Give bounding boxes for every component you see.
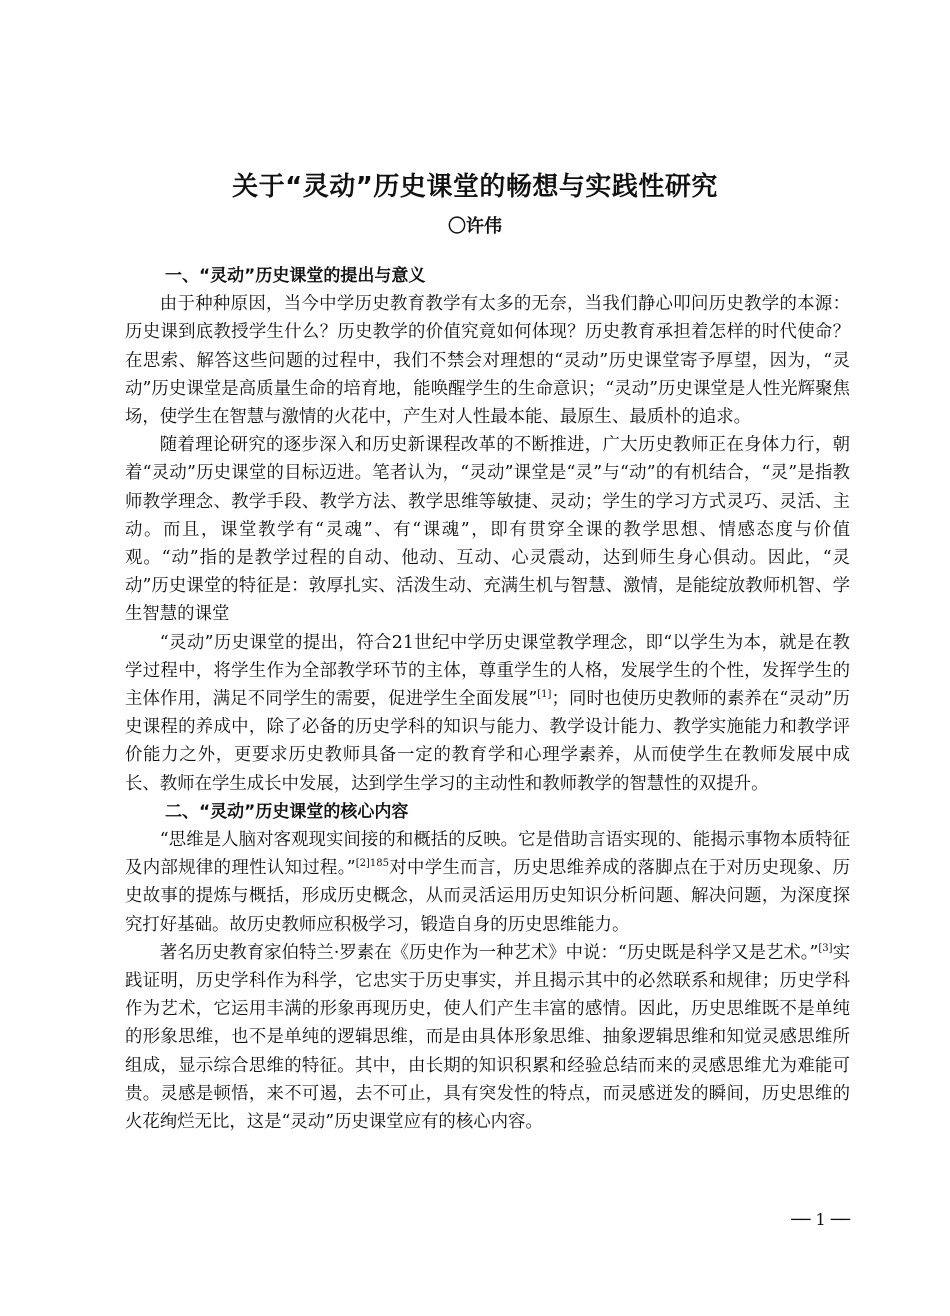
paragraph-text: 对中学生而言，历史思维养成的落脚点在于对历史现象、历史故事的提炼与概括，形成历史概念，从而灵活运用历史知识分析问题、解决问题，为深度探究打好基础。故历史教师应积极学习，锻造自身的历史思维能力。 — [125, 858, 850, 935]
paragraph-text: “思维是人脑对客观现实间接的和概括的反映。它是借助言语实现的、能揭示事物本质特征及内部规律的理性认知过程。” — [125, 830, 850, 879]
paragraph-text: 实践证明，历史学科作为科学，它忠实于历史事实，并且揭示其中的必然联系和规律；历史学科作为艺术，它运用丰满的形象再现历史，使人们产生丰富的感情。因此，历史思维既不是单纯的形象思维，也不是单纯的逻辑思维，而是由具体形象思维、抽象逻辑思维和知觉灵感思维所组成，显示综合思维的特征。其中，由长期的知识积累和经验总结而来的灵感思维尤为难能可贵。灵感是顿悟，来不可遏，去不可止，具有突发性的特点，而灵感迸发的瞬间，历史思维的火花绚烂无比，这是“灵动”历史课堂应有的核心内容。 — [125, 942, 850, 1133]
section-heading-1: 一、“灵动”历史课堂的提出与意义 — [165, 266, 426, 286]
citation-ref: [1] — [537, 689, 552, 701]
paragraph: 由于种种原因，当今中学历史教育教学有太多的无奈，当我们静心叩问历史教学的本源：历史课到底教授学生什么？历史教学的价值究竟如何体现？历史教育承担着怎样的时代使命？在思索、解答这些问题的过程中，我们不禁会对理想的“灵动”历史课堂寄予厚望，因为，“灵动”历史课堂是高质量生命的培育地，能唤醒学生的生命意识；“灵动”历史课堂是人性光辉聚焦场，使学生在智慧与激情的火花中，产生对人性最本能、最原生、最质朴的追求。 — [125, 294, 850, 428]
section-heading-2: 二、“灵动”历史课堂的核心内容 — [165, 801, 409, 822]
paragraph-text: 著名历史教育家伯特兰·罗素在《历史作为一种艺术》中说：“历史既是科学又是艺术。” — [159, 942, 819, 963]
paragraph-text: ；同时也使历史教师的素养在“灵动”历史课程的养成中，除了必备的历史学科的知识与能力、教学设计能力、教学实施能力和教学评价能力之外，更要求历史教师具备一定的教育学和心理学素养，从而使学生在教师发展中成长、教师在学生成长中发展，达到学生学习的主动性和教师教学的智慧性的双提升。 — [125, 689, 850, 794]
paragraph — [125, 939, 850, 1136]
page-number: ── 1 ── — [791, 1210, 850, 1229]
page-title: 关于“灵动”历史课堂的畅想与实践性研究 — [232, 172, 718, 202]
author-line: 〇许伟 — [448, 216, 502, 237]
article-body — [125, 262, 850, 1136]
paragraph: 随着理论研究的逐步深入和历史新课程改革的不断推进，广大历史教师正在身体力行，朝着“灵动”历史课堂的目标迈进。笔者认为，“灵动”课堂是“灵”与“动”的有机结合，“灵”是指教师教学理念、教学手段、教学方法、教学思维等敏捷、灵动；学生的学习方式灵巧、灵活、主动。而且，课堂教学有“灵魂”、有“课魂”，即有贯穿全课的教学思想、情感态度与价值观。“动”指的是教学过程的自动、他动、互动、心灵震动，达到师生身心俱动。因此，“灵动”历史课堂的特征是：敦厚扎实、活泼生动、充满生机与智慧、激情，是能绽放教师机智、学生智慧的课堂 — [125, 435, 850, 625]
citation-ref: [3] — [818, 943, 833, 955]
paragraph-text: “灵动”历史课堂的提出，符合21世纪中学历史课堂教学理念，即“以学生为本，就是在教学过程中，将学生作为全部教学环节的主体，尊重学生的人格，发展学生的个性，发挥学生的主体作用，满足不同学生的需要，促进学生全面发展” — [125, 632, 850, 710]
citation-ref: [2]185 — [355, 858, 389, 870]
paragraph — [125, 629, 850, 798]
paragraph — [125, 826, 850, 939]
